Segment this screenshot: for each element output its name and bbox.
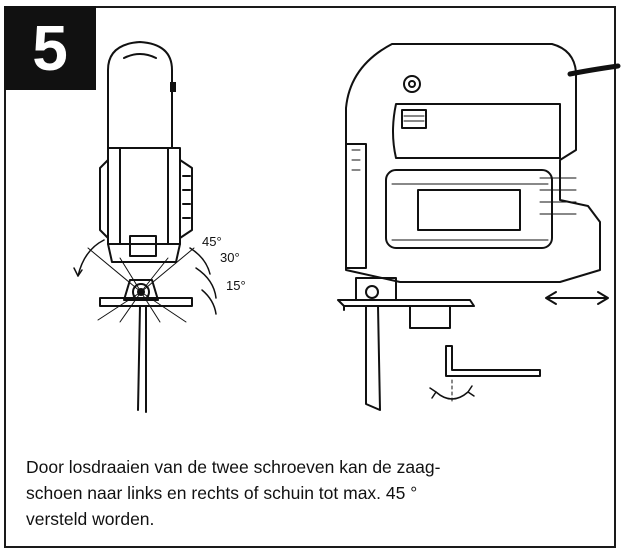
jigsaw-side-view — [338, 44, 618, 410]
angle-label-15: 15° — [226, 278, 246, 293]
caption-line-1: Door losdraaien van de twee schroeven kan de zaag- — [26, 457, 441, 477]
caption-line-3: versteld worden. — [26, 509, 155, 529]
angle-label-45: 45° — [202, 234, 222, 249]
instruction-caption — [26, 454, 586, 532]
caption-line-2: schoen naar links en rechts of schuin tot max. 45 ° — [26, 483, 418, 503]
jigsaw-front-view — [74, 42, 216, 412]
step-number: 5 — [32, 12, 68, 84]
angle-label-30: 30° — [220, 250, 240, 265]
